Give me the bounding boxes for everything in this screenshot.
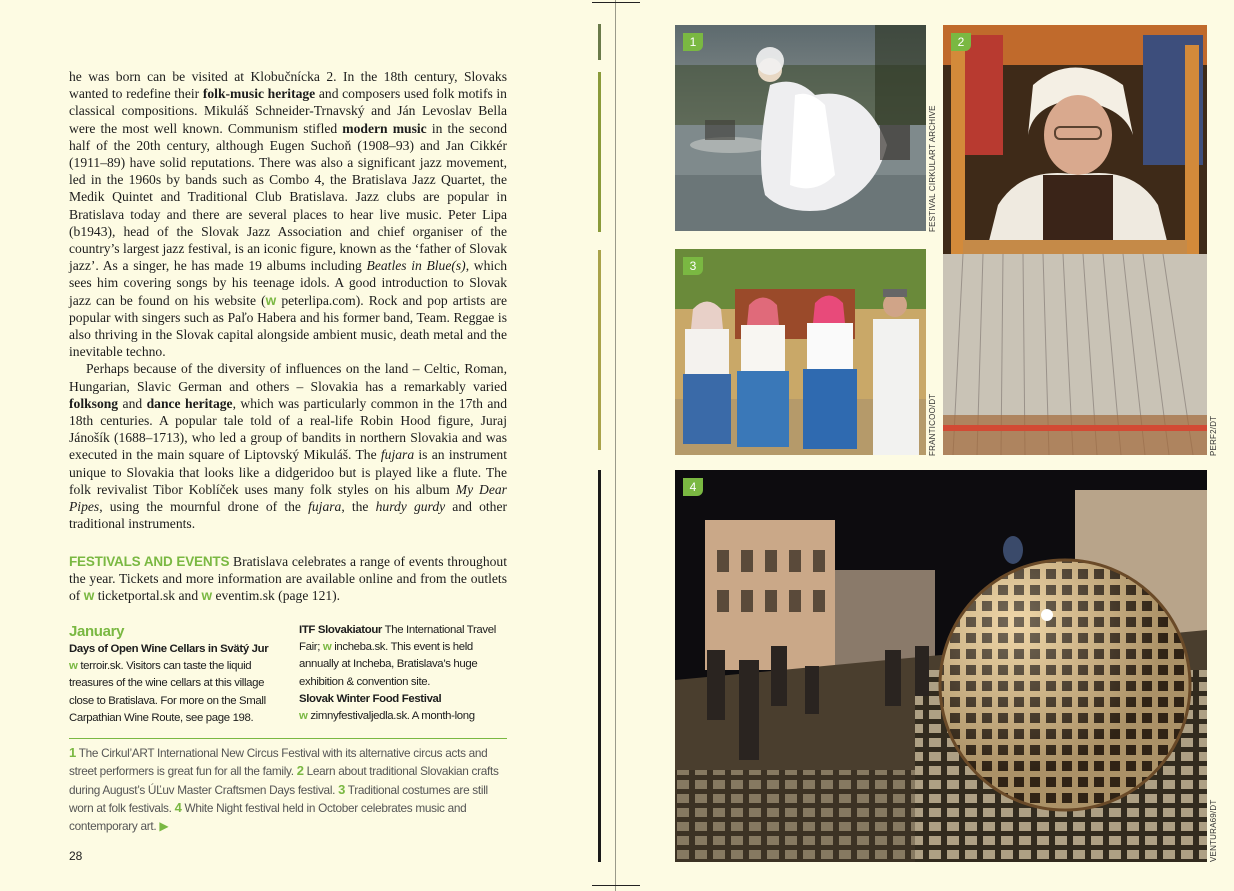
- festivals-section: [69, 553, 507, 605]
- caption-number: 4: [174, 800, 182, 816]
- paragraph-music: [69, 68, 507, 360]
- web-icon: w: [265, 292, 277, 308]
- text-run: eventim.sk (page 121).: [212, 588, 341, 604]
- calendar-column-1: [69, 622, 289, 727]
- photo-folk-costumes: [675, 249, 926, 455]
- italic-title: My Dear Pipes: [69, 481, 507, 515]
- text-run: he was born can be visited at Klobučnícka 2. In the 18th century, Slovaks wanted to redefine their: [69, 69, 507, 102]
- text-run: , the: [341, 499, 376, 515]
- edge-strip: [598, 470, 601, 862]
- photo-circus-illustration: [675, 25, 926, 231]
- photo-number-badge: 4: [683, 478, 703, 496]
- crop-mark-top: [592, 2, 640, 3]
- month-heading: January: [69, 623, 125, 640]
- photo-weaver-illustration: [943, 25, 1207, 455]
- text-run: in the second half of the 20th century, although Eugen Suchoň (1908–93) and Jan Cikkér (1911–89) have solid reputations. There was also a significant jazz movement, led in the 1960s by bands such as Combo 4, the Bratislava Jazz Quartet, the Medik Quintet and Traditional Club Bratislava. Jazz clubs are popular in Bratislava today and there are several places to hear live music. Peter Lipa (b1943), head of the Slovak Jazz Association and chief organiser of the country’s largest jazz festival, is an iconic figure, known as the ‘father of Slovak jazz’. As a singer, he has made 19 albums including: [69, 120, 507, 274]
- bold-term: folksong: [69, 395, 119, 411]
- caption-text: The Cirkul’ART International New Circus Festival with its alternative circus acts and street performers is great fun for all the family.: [69, 746, 488, 779]
- italic-title: hurdy gurdy: [375, 499, 446, 515]
- page-number: 28: [69, 849, 83, 863]
- italic-title: fujara: [308, 499, 342, 515]
- web-icon: w: [201, 588, 213, 604]
- photo-white-night: [675, 470, 1207, 862]
- caption-text: Traditional costumes are still worn at folk festivals.: [69, 782, 488, 816]
- bold-term: folk-music heritage: [202, 86, 316, 102]
- paragraph-folk-heritage: [69, 360, 507, 532]
- photo-folk-illustration: [675, 249, 926, 455]
- text-run: , which was particularly common in the 17th and 18th centuries. A popular tale told of a real-life Robin Hood figure, Juraj Jánošík (1688–1713), who led a group of bandits in northern Slovakia and was executed in the main square of Liptovský Mikuláš. The: [69, 395, 507, 463]
- text-run: and composers used folk motifs in classical compositions. Mikuláš Schneider-Trnavský and Ján Levoslav Bella were the most well known. Communism stifled: [69, 86, 507, 136]
- text-run: , which sees him covering songs by his teenage idols. A good introduction to Slovak jazz can be found on his website (: [69, 258, 507, 308]
- crop-mark-bottom: [592, 885, 640, 886]
- text-run: is an instrument unique to Slovakia that looks like a didgeridoo but is played like a flute. The folk revivalist Tibor Koblíček uses many folk styles on his album: [69, 447, 507, 497]
- photo-captions: [69, 744, 507, 835]
- caption-rule: [69, 738, 507, 739]
- event-description: terroir.sk. Visitors can taste the liquid treasures of the wine cellars at this village close to Bratislava. For more on the Small Carpathian Wine Route, see page 198.: [69, 660, 266, 724]
- photo-circus-performer: [675, 25, 926, 231]
- calendar-column-2: [299, 622, 514, 725]
- web-icon: w: [299, 710, 308, 723]
- event-title: ITF Slovakiatour: [299, 624, 383, 636]
- photo-number-badge: 3: [683, 257, 703, 275]
- edge-strip: [598, 24, 601, 60]
- event-title: Slovak Winter Food Festival: [299, 692, 442, 705]
- festivals-heading: FESTIVALS AND EVENTS: [69, 554, 230, 569]
- italic-title: fujara: [380, 447, 415, 463]
- event-description: incheba.sk. This event is held annually at Incheba, Bratislava’s huge exhibition & convention site.: [299, 641, 478, 688]
- caption-number: 1: [69, 745, 76, 760]
- photo-number-badge: 2: [951, 33, 971, 51]
- text-run: and: [118, 395, 147, 411]
- photo-sphere-illustration: [675, 470, 1207, 862]
- photo-credit: PERF2/DT: [1209, 415, 1218, 456]
- event-description: zimnyfestivaljedla.sk. A month-long: [307, 710, 475, 723]
- text-run: , using the mournful drone of the: [99, 499, 309, 515]
- photo-credit: FRANTICOO/DT: [928, 393, 937, 456]
- text-run: ticketportal.sk and: [94, 588, 202, 604]
- italic-title: Beatles in Blue(s): [366, 258, 466, 274]
- bold-term: dance heritage: [146, 395, 233, 411]
- edge-strip: [598, 72, 601, 232]
- continue-arrow-icon: ▶: [159, 818, 169, 833]
- edge-strip: [598, 250, 601, 450]
- bold-term: modern music: [342, 120, 427, 136]
- gutter-line: [615, 0, 616, 891]
- caption-number: 2: [296, 763, 304, 779]
- photo-credit: VENTURA69/DT: [1209, 799, 1218, 862]
- photo-number-badge: 1: [683, 33, 703, 51]
- web-icon: w: [69, 660, 78, 673]
- text-run: peterlipa.com). Rock and pop artists are popular with singers such as Paľo Habera and his former band, Team. Reggae is also thriving in the Slovak capital alongside ambient music, death metal and the inevitable techno.: [69, 292, 507, 360]
- caption-text: White Night festival held in October celebrates music and contemporary art.: [69, 801, 467, 833]
- web-icon: w: [83, 588, 95, 604]
- caption-text: Learn about traditional Slovakian crafts during August’s ÚĽuv Master Craftsmen Days festival.: [69, 764, 499, 797]
- photo-credit: FESTIVAL CIRKULART ARCHIVE: [928, 105, 937, 232]
- event-description: The International Travel Fair;: [299, 624, 496, 654]
- photo-weaver: [943, 25, 1207, 455]
- web-icon: w: [322, 641, 332, 654]
- caption-number: 3: [338, 781, 346, 797]
- main-body-text: [69, 68, 507, 532]
- text-run: and other traditional instruments.: [69, 499, 507, 532]
- event-title: Days of Open Wine Cellars in Svätý Jur: [69, 643, 269, 655]
- text-run: Bratislava celebrates a range of events throughout the year. Tickets and more information are available online and from the outlets of: [69, 554, 507, 604]
- text-run: Perhaps because of the diversity of influences on the land – Celtic, Roman, Hungarian, Slavic German and others – Slovakia has a remarkably varied: [69, 361, 507, 394]
